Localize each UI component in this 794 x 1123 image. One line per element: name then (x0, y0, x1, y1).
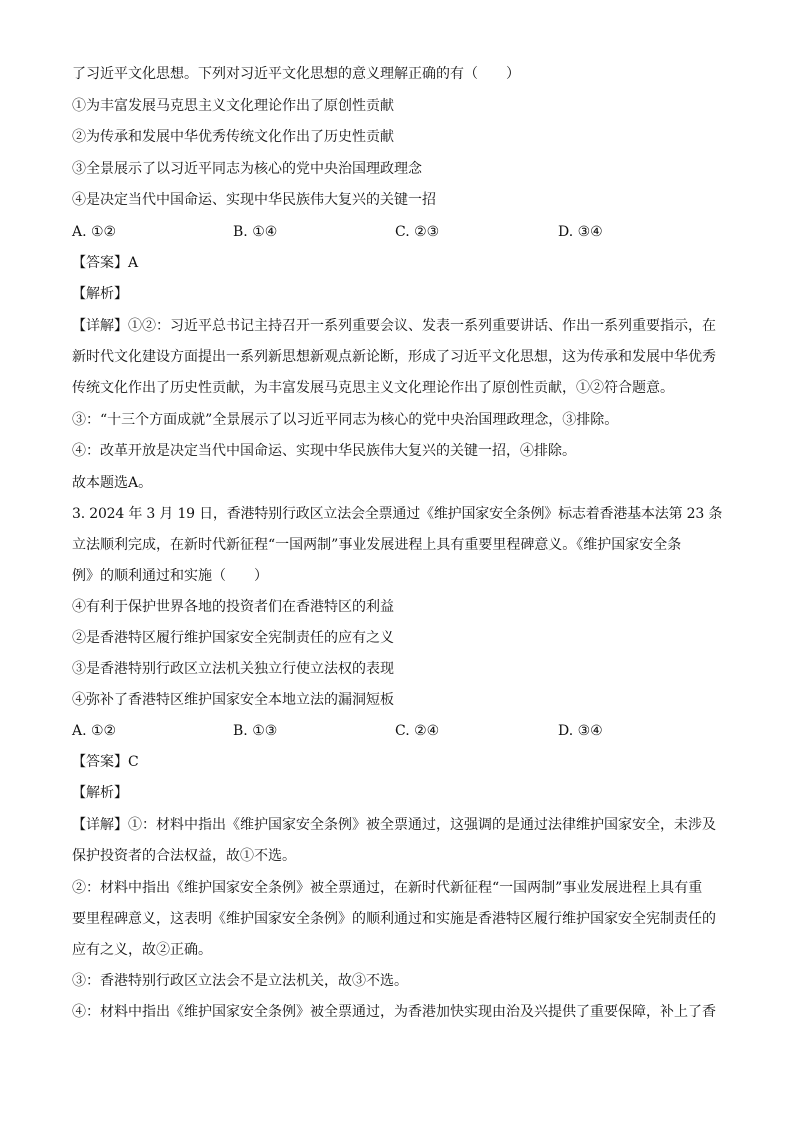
q2-item-2: ②为传承和发展中华优秀传统文化作出了历史性贡献 (72, 129, 394, 145)
q3-option-b: B. ①③ (233, 723, 278, 739)
q2-answer: 【答案】A (72, 255, 139, 271)
q3-item-4: ④弥补了香港特区维护国家安全本地立法的漏洞短板 (72, 692, 394, 708)
q2-option-a: A. ①② (72, 224, 117, 240)
q3-item-1: ④有利于保护世界各地的投资者们在香港特区的利益 (72, 599, 394, 615)
q2-option-d: D. ③④ (558, 224, 603, 240)
q2-detail-line-1: 【详解】①②：习近平总书记主持召开一系列重要会议、发表一系列重要讲话、作出一系列重要指示，在 (72, 318, 716, 334)
q2-item-1: ①为丰富发展马克思主义文化理论作出了原创性贡献 (72, 98, 394, 114)
q3-stem-line-3: 例》的顺利通过和实施（ ） (72, 568, 268, 584)
q3-option-a: A. ①② (72, 723, 117, 739)
q3-detail-line-1: 【详解】①：材料中指出《维护国家安全条例》被全票通过，这强调的是通过法律维护国家安全，未涉及 (72, 817, 716, 833)
q3-detail-line-7: ④：材料中指出《维护国家安全条例》被全票通过，为香港加快实现由治及兴提供了重要保障，补上了香 (72, 1004, 716, 1020)
q3-option-d: D. ③④ (558, 723, 603, 739)
q2-detail-line-2: 新时代文化建设方面提出一系列新思想新观点新论断，形成了习近平文化思想，这为传承和发展中华优秀 (72, 349, 716, 365)
q2-options (72, 222, 722, 242)
q2-option-c: C. ②③ (395, 224, 440, 240)
q3-options (72, 721, 722, 741)
q3-answer: 【答案】C (72, 754, 139, 770)
q3-item-3: ③是香港特别行政区立法机关独立行使立法权的表现 (72, 661, 394, 677)
q3-stem-line-2: 立法顺利完成，在新时代新征程“一国两制”事业发展进程上具有重要里程碑意义。《维护国家安全条 (72, 537, 682, 553)
q3-detail-line-2: 保护投资者的合法权益，故①不选。 (72, 848, 296, 864)
q3-detail-line-3: ②：材料中指出《维护国家安全条例》被全票通过，在新时代新征程“一国两制”事业发展进程上具有重 (72, 880, 703, 896)
q2-item-3: ③全景展示了以习近平同志为核心的党中央治国理政理念 (72, 161, 422, 177)
q3-detail-line-6: ③：香港特别行政区立法会不是立法机关，故③不选。 (72, 973, 408, 989)
q3-item-2: ②是香港特区履行维护国家安全宪制责任的应有之义 (72, 630, 394, 646)
q2-option-b: B. ①④ (233, 224, 278, 240)
q3-option-c: C. ②④ (395, 723, 440, 739)
q3-analysis-label: 【解析】 (72, 785, 128, 801)
q2-stem-tail: 了习近平文化思想。下列对习近平文化思想的意义理解正确的有（ ） (72, 66, 520, 82)
q3-stem-line-1: 3. 2024 年 3 月 19 日，香港特别行政区立法会全票通过《维护国家安全条例》标志着香港基本法第 23 条 (72, 506, 723, 522)
q2-detail-line-5: ④：改革开放是决定当代中国命运、实现中华民族伟大复兴的关键一招，④排除。 (72, 443, 576, 459)
q2-detail-line-4: ③：“十三个方面成就”全景展示了以习近平同志为核心的党中央治国理政理念，③排除。 (72, 412, 619, 428)
q2-detail-line-6: 故本题选A。 (72, 475, 153, 491)
q2-item-4: ④是决定当代中国命运、实现中华民族伟大复兴的关键一招 (72, 192, 436, 208)
q2-detail-line-3: 传统文化作出了历史性贡献，为丰富发展马克思主义文化理论作出了原创性贡献，①②符合题意。 (72, 380, 674, 396)
q3-detail-line-4: 要里程碑意义，这表明《维护国家安全条例》的顺利通过和实施是香港特区履行维护国家安全宪制责任的 (72, 911, 716, 927)
q2-analysis-label: 【解析】 (72, 286, 128, 302)
q3-detail-line-5: 应有之义，故②正确。 (72, 942, 212, 958)
